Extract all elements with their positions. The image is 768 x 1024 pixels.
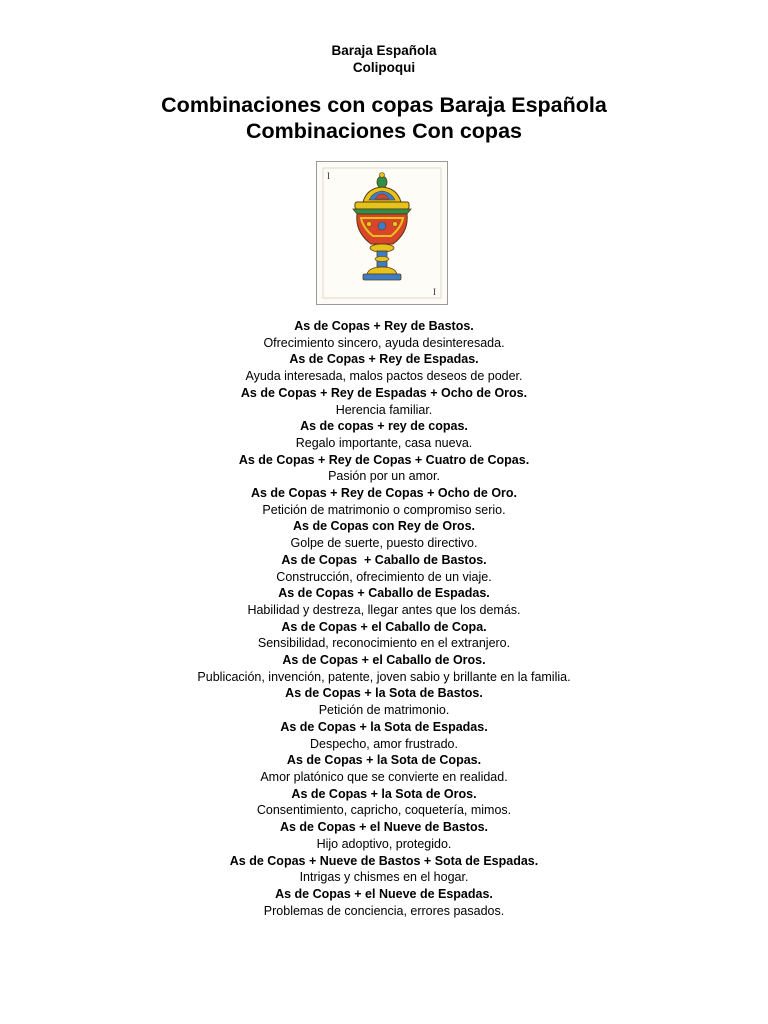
combination-meaning: Petición de matrimonio. [318, 703, 450, 718]
combination-meaning: Habilidad y destreza, llegar antes que los demás. [247, 602, 521, 617]
combination-meaning: Golpe de suerte, puesto directivo. [290, 536, 478, 551]
combination-title: As de Copas + la Sota de Espadas. [280, 719, 488, 734]
card-corner-top: I [327, 171, 330, 181]
combination-title: As de Copas + el Nueve de Espadas. [275, 886, 493, 901]
combination-title: As de Copas + Rey de Copas + Ocho de Oro. [250, 486, 518, 501]
cup-finial [377, 176, 387, 188]
combination-title: As de Copas + Rey de Espadas. [289, 352, 479, 367]
combination-meaning: Regalo importante, casa nueva. [295, 435, 473, 450]
combination-title: As de Copas + la Sota de Bastos. [285, 686, 483, 701]
combination-meaning: Consentimiento, capricho, coquetería, mimos. [256, 803, 512, 818]
combination-title: As de Copas + la Sota de Oros. [291, 786, 477, 801]
combination-meaning: Despecho, amor frustrado. [310, 736, 458, 751]
combination-meaning: Intrigas y chismes en el hogar. [299, 870, 469, 885]
card-corner-bottom: I [433, 287, 436, 297]
combination-meaning: Amor platónico que se convierte en realidad. [260, 769, 508, 784]
header-author: Colipoqui [352, 60, 416, 75]
combination-title: As de Copas + la Sota de Copas. [286, 753, 482, 768]
combination-meaning: Construcción, ofrecimiento de un viaje. [276, 569, 492, 584]
combination-meaning: Publicación, invención, patente, joven sabio y brillante en la familia. [197, 669, 571, 684]
combination-title: As de Copas + el Nueve de Bastos. [279, 820, 489, 835]
cup-rim [355, 202, 409, 209]
combination-title: As de Copas + Nueve de Bastos + Sota de Espadas. [229, 853, 539, 868]
as-de-copas-card-image [316, 161, 448, 305]
page-title-line-2: Combinaciones Con copas [246, 119, 522, 143]
combination-meaning: Hijo adoptivo, protegido. [316, 836, 452, 851]
combination-meaning: Ofrecimiento sincero, ayuda desinteresada. [263, 335, 505, 350]
combination-title: As de Copas + Rey de Espadas + Ocho de Oros. [240, 385, 528, 400]
cup-illustration [317, 162, 447, 304]
page-title [0, 92, 768, 144]
combination-title: As de copas + rey de copas. [300, 419, 468, 434]
combination-meaning: Pasión por un amor. [328, 469, 440, 484]
combination-meaning: Problemas de conciencia, errores pasados. [263, 903, 505, 918]
combination-title: As de Copas + el Caballo de Copa. [281, 619, 487, 634]
combination-title: As de Copas + Caballo de Bastos. [281, 552, 487, 567]
page-title-line-1: Combinaciones con copas Baraja Española [161, 93, 607, 117]
combination-meaning: Sensibilidad, reconocimiento en el extranjero. [257, 636, 511, 651]
combination-title: As de Copas + Rey de Bastos. [294, 319, 474, 333]
combination-meaning: Ayuda interesada, malos pactos deseos de poder. [245, 369, 523, 384]
combination-meaning: Herencia familiar. [335, 402, 433, 417]
document-header [0, 42, 768, 76]
combination-title: As de Copas + Caballo de Espadas. [278, 586, 490, 601]
combination-title: As de Copas + Rey de Copas + Cuatro de Copas. [238, 452, 530, 467]
combination-title: As de Copas con Rey de Oros. [293, 519, 475, 534]
combinations-list [0, 318, 768, 919]
combination-title: As de Copas + el Caballo de Oros. [282, 653, 486, 668]
combination-meaning: Petición de matrimonio o compromiso serio. [262, 502, 506, 517]
header-title: Baraja Española [331, 43, 437, 58]
